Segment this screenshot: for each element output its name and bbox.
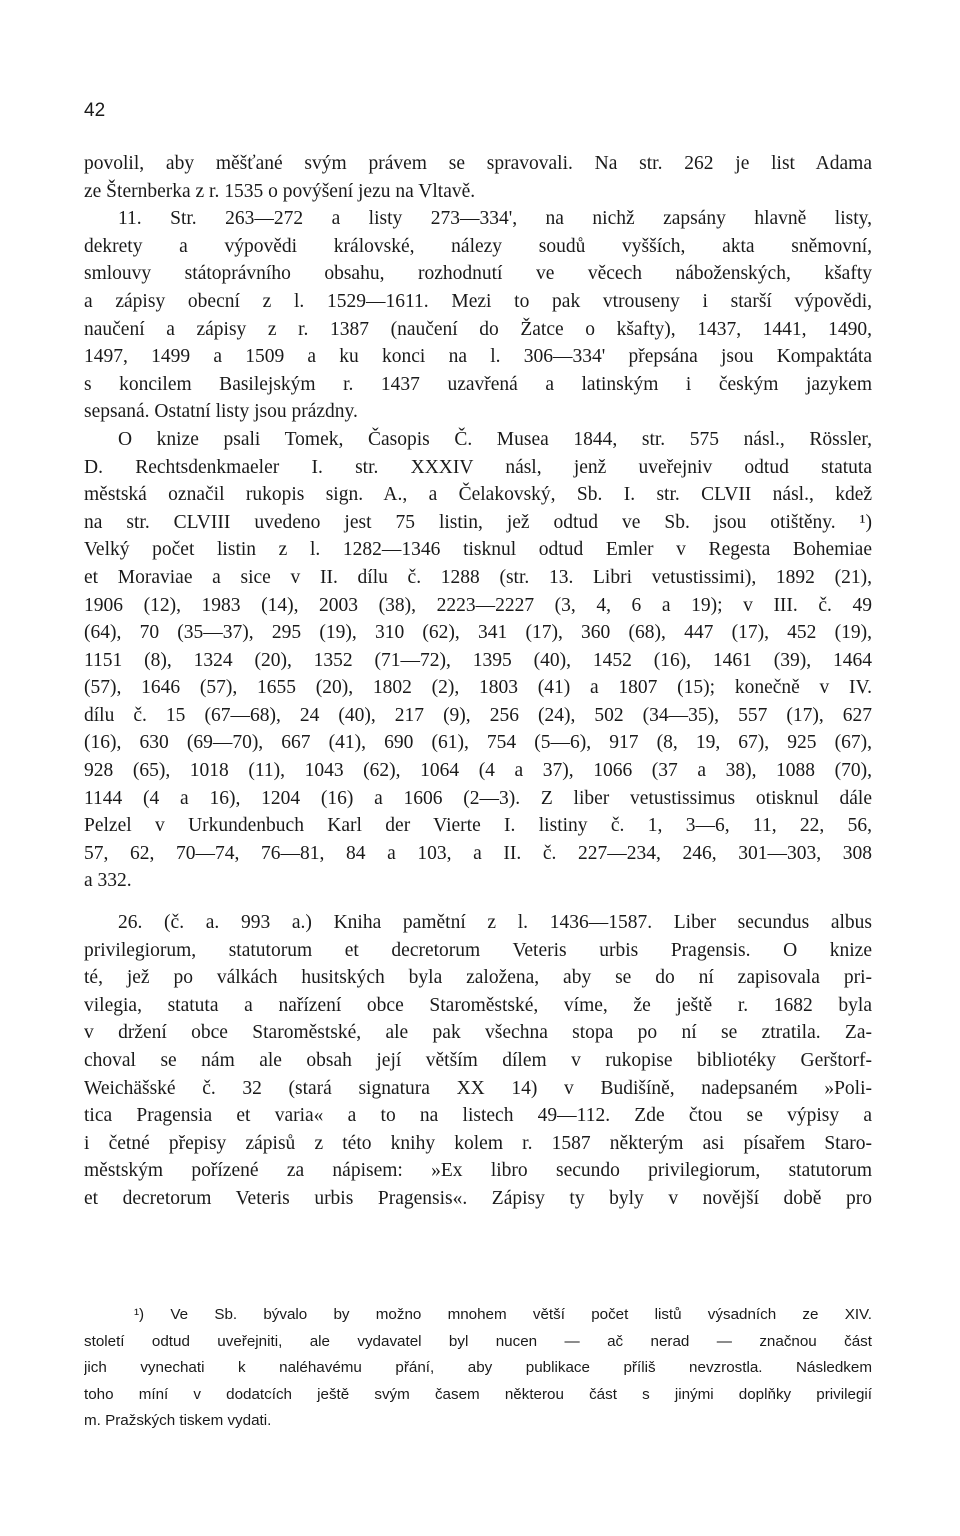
text-line: et decretorum Veteris urbis Pragensis«. Zápisy ty byly v novější době pro [84,1187,872,1209]
text-line: dekrety a výpovědi královské, nálezy soudů vyšších, akta sněmovní, [84,235,872,257]
text-line: (64), 70 (35—37), 295 (19), 310 (62), 341 (17), 360 (68), 447 (17), 452 (19), [84,622,872,644]
text-line: choval se nám ale obsah její větším dílem v rukopise bibliotéky Gerštorf- [84,1050,872,1071]
text-line: Weichäšské č. 32 (stará signatura XX 14) v Budišíně, nadepsaném »Poli- [84,1077,872,1099]
text-line: povolil, aby měšťané svým právem se spravovali. Na str. 262 je list Adama [84,153,872,174]
footnote-line: jich vynechati k naléhavému přání, aby publikace příliš nevzrostla. Následkem [84,1359,872,1376]
text-line: et Moraviae a sice v II. dílu č. 1288 (str. 13. Libri vetustissimi), 1892 (21), [84,566,872,588]
text-line: v držení obce Staroměstské, ale pak všechna stopa po ní se ztratila. Za- [84,1022,872,1044]
body-text [84,150,872,1213]
text-line: s koncilem Basilejským r. 1437 uzavřená a latinským i českým jazykem [84,373,872,395]
text-line: dílu č. 15 (67—68), 24 (40), 217 (9), 256 (24), 502 (34—35), 557 (17), 627 [84,704,872,726]
text-line: 1144 (4 a 16), 1204 (16) a 1606 (2—3). Z liber vetustissimus otisknul dále [84,787,872,809]
text-line: Velký počet listin z l. 1282—1346 tisknul odtud Emler v Regesta Bohemiae [84,539,872,561]
text-line: ze Šternberka z r. 1535 o povýšení jezu na Vltavě. [84,180,476,202]
text-line: na str. CLVIII uvedeno jest 75 listin, jež odtud ve Sb. jsou otištěny. ¹) [84,511,872,533]
text-line: 26. (č. a. 993 a.) Kniha pamětní z l. 1436—1587. Liber secundus albus [118,912,872,934]
footnote-line: ¹) Ve Sb. bývalo by možno mnohem větší počet listů výsadních ze XIV. [134,1306,872,1323]
text-line: městským pořízené za nápisem: »Ex libro secundo privilegiorum, statutorum [84,1160,872,1182]
footnote-line: m. Pražských tiskem vydati. [84,1412,272,1429]
text-line: té, jež po válkách husitských byla založena, aby se do ní zapisovala pri- [84,967,872,989]
page-number: 42 [84,100,106,121]
text-line: naučení a zápisy z r. 1387 (naučení do Žatce o kšafty), 1437, 1441, 1490, [84,318,872,340]
text-line: tica Pragensia et varia« a to na listech 49—112. Zde čtou se výpisy a [84,1105,872,1127]
text-line: Pelzel v Urkundenbuch Karl der Vierte I. listiny č. 1, 3—6, 11, 22, 56, [84,815,872,837]
text-line: vilegia, statuta a nařízení obce Staroměstské, víme, že ještě r. 1682 byla [84,994,872,1016]
text-line: D. Rechtsdenkmaeler I. str. XXXIV násl, jenž uveřejniv odtud statuta [84,456,872,478]
text-line: 1906 (12), 1983 (14), 2003 (38), 2223—2227 (3, 4, 6 a 19); v III. č. 49 [84,594,872,616]
text-line: i četné přepisy zápisů z této knihy kolem r. 1587 některým asi písařem Staro- [84,1132,872,1154]
text-line: a zápisy obecní z l. 1529—1611. Mezi to pak vtrouseny i starší výpovědi, [84,290,872,312]
paragraph-gap [84,895,872,909]
footnote-line: století odtud uveřejniti, ale vydavatel byl nucen — ač nerad — značnou část [84,1332,872,1350]
text-line: (16), 630 (69—70), 667 (41), 690 (61), 754 (5—6), 917 (8, 19, 67), 925 (67), [84,732,872,754]
footnote-line: toho míní v dodatcích ještě svým časem některou část s jinými doplňky privilegií [84,1385,872,1403]
text-line: 928 (65), 1018 (11), 1043 (62), 1064 (4 a 37), 1066 (37 a 38), 1088 (70), [84,760,872,782]
text-line: městská označil rukopis sign. A., a Čelakovský, Sb. I. str. CLVII násl., kdež [84,484,872,506]
text-line: 1151 (8), 1324 (20), 1352 (71—72), 1395 (40), 1452 (16), 1461 (39), 1464 [84,649,872,671]
text-line: (57), 1646 (57), 1655 (20), 1802 (2), 1803 (41) a 1807 (15); konečně v IV. [84,677,872,699]
text-line: a 332. [84,870,132,892]
text-line: sepsaná. Ostatní listy jsou prázdny. [84,401,358,423]
text-line: privilegiorum, statutorum et decretorum Veteris urbis Pragensis. O knize [84,939,872,961]
footnote [84,1302,872,1435]
text-line: 57, 62, 70—74, 76—81, 84 a 103, a II. č. 227—234, 246, 301—303, 308 [84,842,872,864]
text-line: O knize psali Tomek, Časopis Č. Musea 1844, str. 575 násl., Rössler, [118,428,872,450]
text-line: 11. Str. 263—272 a listy 273—334', na nichž zapsány hlavně listy, [118,208,872,230]
text-line: smlouvy státoprávního obsahu, rozhodnutí ve věcech náboženských, kšafty [84,263,872,285]
text-line: 1497, 1499 a 1509 a ku konci na l. 306—334' přepsána jsou Kompaktáta [84,346,872,368]
